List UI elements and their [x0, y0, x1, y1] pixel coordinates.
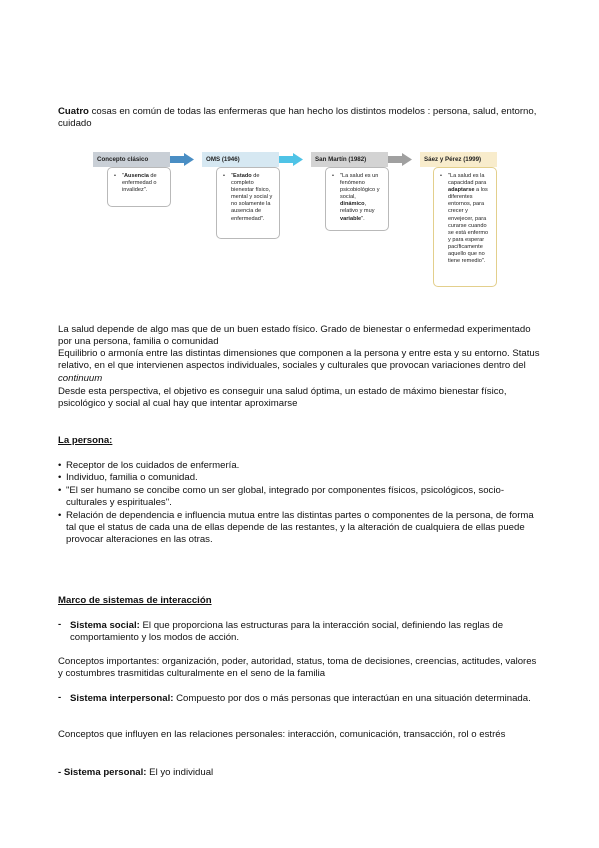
- list-item: • Relación de dependencia e influencia mutua entre las distintas partes o componentes de la persona, de forma tal que el status de cada una de ellas depende de las restantes, y la alteración de cualquiera de ellas puede provocar alteraciones en las otras.: [58, 510, 542, 547]
- marco-heading: Marco de sistemas de interacción: [58, 595, 212, 606]
- sistema-social: Sistema social: El que proporciona las estructuras para la interacción social, definiendo las reglas de comportamiento y los modos de acción.: [70, 620, 504, 644]
- card-text: de completo bienestar físico, mental y social y no solamente la ausencia de enfermedad".: [231, 173, 273, 222]
- card-saez-perez: • "La salud es la capacidad para adaptarse a los diferentes entornos, para crecer y envejecer, para curarse cuando se está enfermo y para esperar pacíficamente aquello que no tiene remedio".: [433, 167, 497, 287]
- intro-bold: Cuatro: [58, 106, 89, 117]
- sistema-personal: - Sistema personal: El yo individual: [58, 767, 214, 778]
- conceptos-importantes: Conceptos importantes: organización, poder, autoridad, status, toma de decisiones, creencias, actitudes, valores y costumbres trasmitidas culturalmente en el seno de la familia: [58, 656, 537, 680]
- list-item: • Receptor de los cuidados de enfermería.: [58, 460, 542, 472]
- salud-paragraph-1: La salud depende de algo mas que de un buen estado físico. Grado de bienestar o enfermedad experimentado por una persona, familia o comunidad: [58, 324, 531, 348]
- conceptos-relaciones: Conceptos que influyen en las relaciones personales: interacción, comunicación, transacción, rol o estrés: [58, 729, 506, 740]
- arrow-icon: [388, 153, 412, 166]
- header-san-martin: San Martín (1982): [311, 152, 388, 167]
- card-text: a los diferentes entornos, para crecer y envejecer, para curarse cuando se está enfermo y para esperar pacíficamente aquello que no tiene remedio".: [448, 187, 489, 265]
- card-emphasis: adaptarse: [448, 187, 475, 194]
- card-emphasis: Ausencia: [124, 173, 149, 179]
- card-text: de enfermedad o invalidez".: [122, 173, 157, 194]
- card-text: ": [122, 173, 124, 179]
- card-text: ": [231, 173, 233, 179]
- header-oms: OMS (1946): [202, 152, 279, 167]
- intro-text: cosas en común de todas las enfermeras que han hecho los distintos modelos : persona, salud, entorno, cuidado: [58, 106, 537, 130]
- sistema-interpersonal: Sistema interpersonal: Compuesto por dos o más personas que interactúan en una situación determinada.: [70, 693, 531, 704]
- list-item: • "El ser humano se concibe como un ser global, integrado por componentes físicos, psicológicos, socio-culturales y espirituales".: [58, 485, 542, 510]
- card-text: "La salud es un fenómeno psicobiológico y social,: [340, 173, 380, 201]
- salud-paragraph-2: Equilibrio o armonía entre las distintas dimensiones que componen a la persona y entre esta y su entorno. Status relativo, en el que intervienen aspectos individuales, sociales y culturales que provocan variaciones dentro del continuum: [58, 348, 540, 384]
- card-emphasis: dinámico: [340, 201, 365, 208]
- card-text: "La salud es la capacidad para: [448, 173, 487, 187]
- persona-heading: La persona:: [58, 435, 113, 446]
- header-saez-perez: Sáez y Pérez (1999): [420, 152, 497, 167]
- dash-bullet: -: [58, 692, 62, 703]
- card-emphasis: Estado: [233, 173, 252, 179]
- card-text: ".: [361, 215, 365, 222]
- continuum-italic: continuum: [58, 372, 103, 384]
- arrow-icon: [279, 153, 303, 166]
- list-item: • Individuo, familia o comunidad.: [58, 472, 542, 484]
- card-oms: • "Estado de completo bienestar físico, mental y social y no solamente la ausencia de enfermedad".: [216, 167, 280, 239]
- card-text: , relativo y muy: [340, 201, 375, 215]
- card-san-martin: • "La salud es un fenómeno psicobiológico y social, dinámico, relativo y muy variable".: [325, 167, 389, 231]
- persona-list: [58, 460, 542, 547]
- arrow-icon: [170, 153, 194, 166]
- card-concepto-clasico: • "Ausencia de enfermedad o invalidez".: [107, 167, 171, 207]
- salud-paragraph-3: Desde esta perspectiva, el objetivo es conseguir una salud óptima, un estado de máximo bienestar físico, psicológico y social al cual hay que intentar aproximarse: [58, 386, 507, 410]
- intro-paragraph: [58, 106, 542, 131]
- header-concepto-clasico: Concepto clásico: [93, 152, 170, 167]
- dash-bullet: -: [58, 619, 62, 630]
- card-emphasis: variable: [340, 215, 362, 222]
